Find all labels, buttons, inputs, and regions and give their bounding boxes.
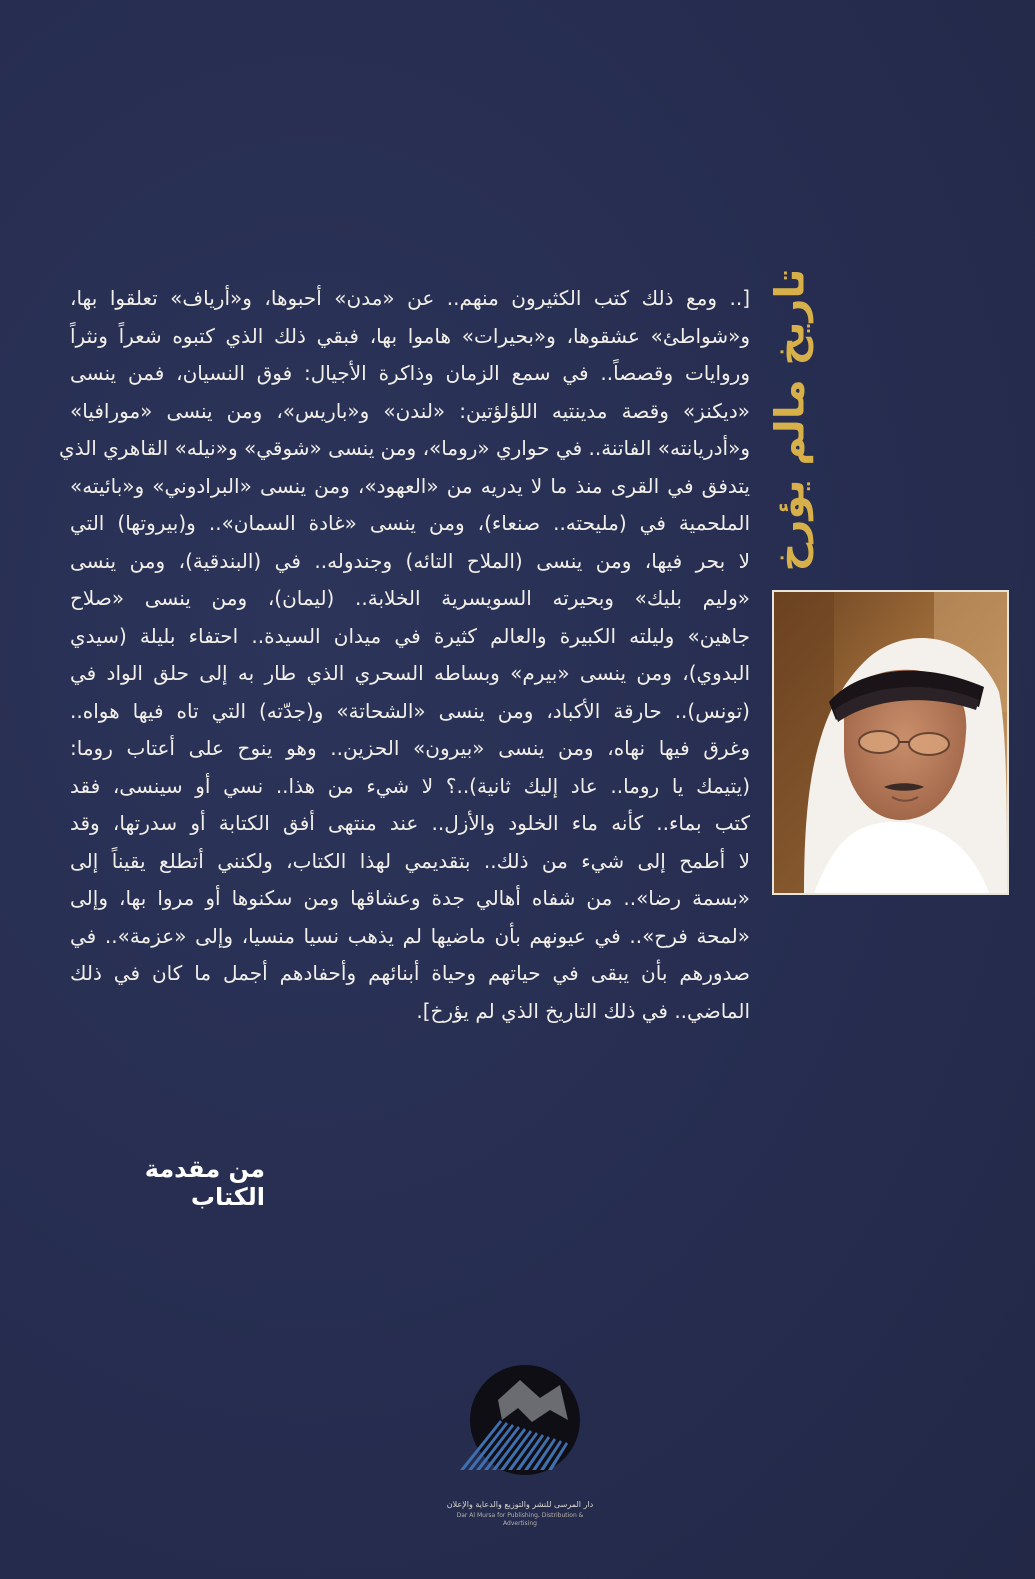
excerpt-line: الماضي.. في ذلك التاريخ الذي لم يؤرخ]. bbox=[416, 998, 750, 1023]
excerpt-line: وروايات وقصصاً.. في سمع الزمان وذاكرة الأجيال: فوق النسيان، فمن ينسى bbox=[70, 361, 750, 385]
excerpt-line: (تونس).. حارقة الأكباد، ومن ينسى «الشحاتة» و(جدّته) التي تاه فيها هواه.. bbox=[70, 698, 750, 723]
excerpt-line: الملحمية في (مليحته.. صنعاء)، ومن ينسى «غادة السمان».. و(بيروتها) التي bbox=[70, 511, 750, 535]
excerpt-line: لا بحر فيها، ومن ينسى (الملاح التائه) وجندوله.. في (البندقية)، ومن ينسى bbox=[70, 548, 750, 573]
excerpt-line: و«أدريانته» الفاتنة.. في حواري «روما»، ومن ينسى «شوقي» و«نيله» القاهري الذي bbox=[58, 436, 750, 460]
spine-title bbox=[760, 270, 820, 570]
excerpt-line: «وليم بليك» وبحيرته السويسرية الخلابة.. (ليمان)، ومن ينسى «صلاح bbox=[70, 586, 750, 610]
book-title-text: تاريخ مالم يؤرخ bbox=[767, 268, 814, 572]
excerpt-line: كتب بماء.. كأنه ماء الخلود والأزل.. عند منتهى أفق الكتابة أو سدرتها، وقد bbox=[70, 811, 750, 835]
publisher-name: دار المرسى للنشر والتوزيع والدعاية والإعلان bbox=[446, 1500, 594, 1509]
excerpt-line: وغرق فيها نهاه، ومن ينسى «بيرون» الحزين.. وهو ينوح على أعتاب روما: bbox=[70, 736, 750, 760]
excerpt-line: (يتيمك يا روما.. عاد إليك ثانية)..؟ لا شيء من هذا.. نسي أو سينسى، فقد bbox=[70, 773, 750, 798]
publisher-name-english: Dar Al Mursa for Publishing, Distribution & Advertising bbox=[456, 1512, 584, 1527]
excerpt-line: «بسمة رضا».. من شفاه أهالي جدة وعشاقها ومن سكنوها أو مروا بها، وإلى bbox=[70, 886, 750, 910]
excerpt-line: لا أطمح إلى شيء من ذلك.. بتقديمي لهذا الكتاب، ولكنني أتطلع يقيناً إلى bbox=[70, 848, 750, 873]
excerpt-line: «لمحة فرح».. في عيونهم بأن ماضيها لم يذهب نسيا منسيا، وإلى «عزمة».. في bbox=[70, 923, 750, 948]
excerpt-line: صدورهم بأن يبقى في حياتهم وحياة أبنائهم وأحفادهم أجمل ما كان في ذلك bbox=[70, 961, 750, 985]
excerpt-line: يتدفق في القرى منذ ما لا يدريه من «العهود»، ومن ينسى «البرادوني» و«بائيته» bbox=[70, 473, 750, 498]
excerpt-line: جاهين» وليلته الكبيرة والعالم كثيرة في ميدان السيدة.. احتفاء بليلة (سيدي bbox=[70, 623, 750, 648]
publisher-logo-icon bbox=[440, 1360, 600, 1510]
excerpt-line: و«شواطئ» عشقوها، و«بحيرات» هاموا بها، فبقي ذلك الذي كتبوه شعراً ونثراً bbox=[70, 323, 750, 348]
author-photo-illustration bbox=[774, 592, 1007, 893]
author-portrait bbox=[772, 590, 1009, 895]
book-excerpt bbox=[58, 280, 750, 1030]
excerpt-line: «ديكنز» وقصة مدينتيه اللؤلؤتين: «لندن» و«باريس»، ومن ينسى «مورافيا» bbox=[70, 398, 750, 423]
excerpt-line: البدوي)، ومن ينسى «بيرم» وبساطه السحري الذي طار به إلى حلق الواد في bbox=[70, 661, 750, 685]
excerpt-line: [.. ومع ذلك كتب الكثيرون منهم.. عن «مدن» أحبوها، و«أرياف» تعلقوا بها، bbox=[70, 286, 750, 310]
source-caption: من مقدمة الكتاب bbox=[144, 1155, 265, 1211]
